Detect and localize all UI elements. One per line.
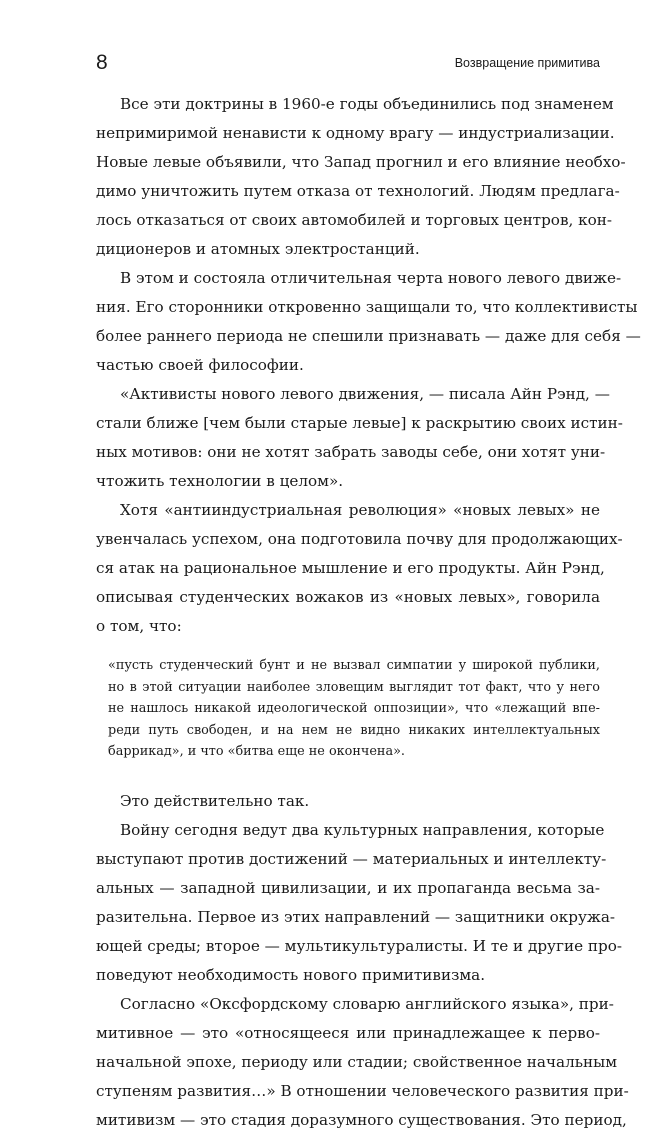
text-line: о том, что: <box>96 617 182 635</box>
text-line: Все эти доктрины в 1960-е годы объединились под знаменем <box>120 95 614 113</box>
text-line: димо уничтожить путем отказа от технологий. Людям предлага- <box>96 182 620 200</box>
page-header <box>96 50 600 76</box>
text-line: стали ближе [чем были старые левые] к раскрытию своих истин- <box>96 414 623 432</box>
text-line: разительна. Первое из этих направлений — защитники окружа- <box>96 907 616 926</box>
paragraph <box>96 264 641 380</box>
text-line: Это действительно так. <box>120 791 310 810</box>
block-quote <box>96 655 600 763</box>
text-line: «Активисты нового левого движения, — писала Айн Рэнд, — <box>120 385 610 403</box>
quote-line: баррикад», и что «битва еще не окончена». <box>108 744 405 759</box>
text-line: поведуют необходимость нового примитивизма. <box>96 965 486 984</box>
text-line: Новые левые объявили, что Запад прогнил и его влияние необхо- <box>96 153 626 171</box>
text-line: увенчалась успехом, она подготовила почву для продолжающих- <box>96 530 623 548</box>
text-line: митивное — это «относящееся или принадлежащее к перво- <box>96 1023 600 1042</box>
running-title: Возвращение примитива <box>454 56 600 70</box>
text-line: начальной эпохе, периоду или стадии; свойственное начальным <box>96 1052 618 1071</box>
text-line: чтожить технологии в целом». <box>96 472 344 490</box>
quote-line: не нашлось никакой идеологической оппозиции», что «лежащий впе- <box>108 701 600 716</box>
text-line: непримиримой ненависти к одному врагу — индустриализации. <box>96 124 615 142</box>
text-line: описывая студенческих вожаков из «новых левых», говорила <box>96 588 600 606</box>
text-line: более раннего периода не спешили признавать — даже для себя — <box>96 327 641 345</box>
body-text <box>96 90 641 1135</box>
paragraph <box>96 990 629 1135</box>
quote-line: реди путь свободен, и на нем не видно никаких интеллектуальных <box>108 722 600 738</box>
paragraph <box>96 380 623 496</box>
text-line: Войну сегодня ведут два культурных направления, которые <box>120 820 605 839</box>
text-line: альных — западной цивилизации, и их пропаганда весьма за- <box>96 878 600 897</box>
text-line: лось отказаться от своих автомобилей и торговых центров, кон- <box>96 211 613 229</box>
text-line: ных мотивов: они не хотят забрать заводы себе, они хотят уни- <box>96 443 606 461</box>
page-number: 8 <box>96 51 108 74</box>
text-line: Согласно «Оксфордскому словарю английского языка», при- <box>120 994 614 1013</box>
paragraph <box>96 787 600 816</box>
paragraph <box>96 90 626 264</box>
paragraph <box>96 496 623 641</box>
text-line: В этом и состояла отличительная черта нового левого движе- <box>120 269 622 287</box>
text-line: ся атак на рациональное мышление и его продукты. Айн Рэнд, <box>96 559 605 577</box>
text-line: ющей среды; второе — мультикультуралисты. И те и другие про- <box>96 936 623 955</box>
quote-line: но в этой ситуации наиболее зловещим выглядит тот факт, что у него <box>108 679 600 695</box>
text-line: ступеням развития…» В отношении человеческого развития при- <box>96 1081 629 1100</box>
spacer <box>96 763 600 787</box>
paragraph <box>96 816 623 990</box>
text-line: частью своей философии. <box>96 356 304 374</box>
text-line: митивизм — это стадия доразумного существования. Это период, <box>96 1110 627 1129</box>
text-line: диционеров и атомных электростанций. <box>96 240 420 258</box>
text-line: Хотя «антииндустриальная революция» «новых левых» не <box>120 501 600 519</box>
text-line: ния. Его сторонники откровенно защищали то, что коллективисты <box>96 298 638 316</box>
text-line: выступают против достижений — материальных и интеллекту- <box>96 849 607 868</box>
spacer <box>96 641 600 655</box>
quote-line: «пусть студенческий бунт и не вызвал симпатии у широкой публики, <box>108 658 600 673</box>
